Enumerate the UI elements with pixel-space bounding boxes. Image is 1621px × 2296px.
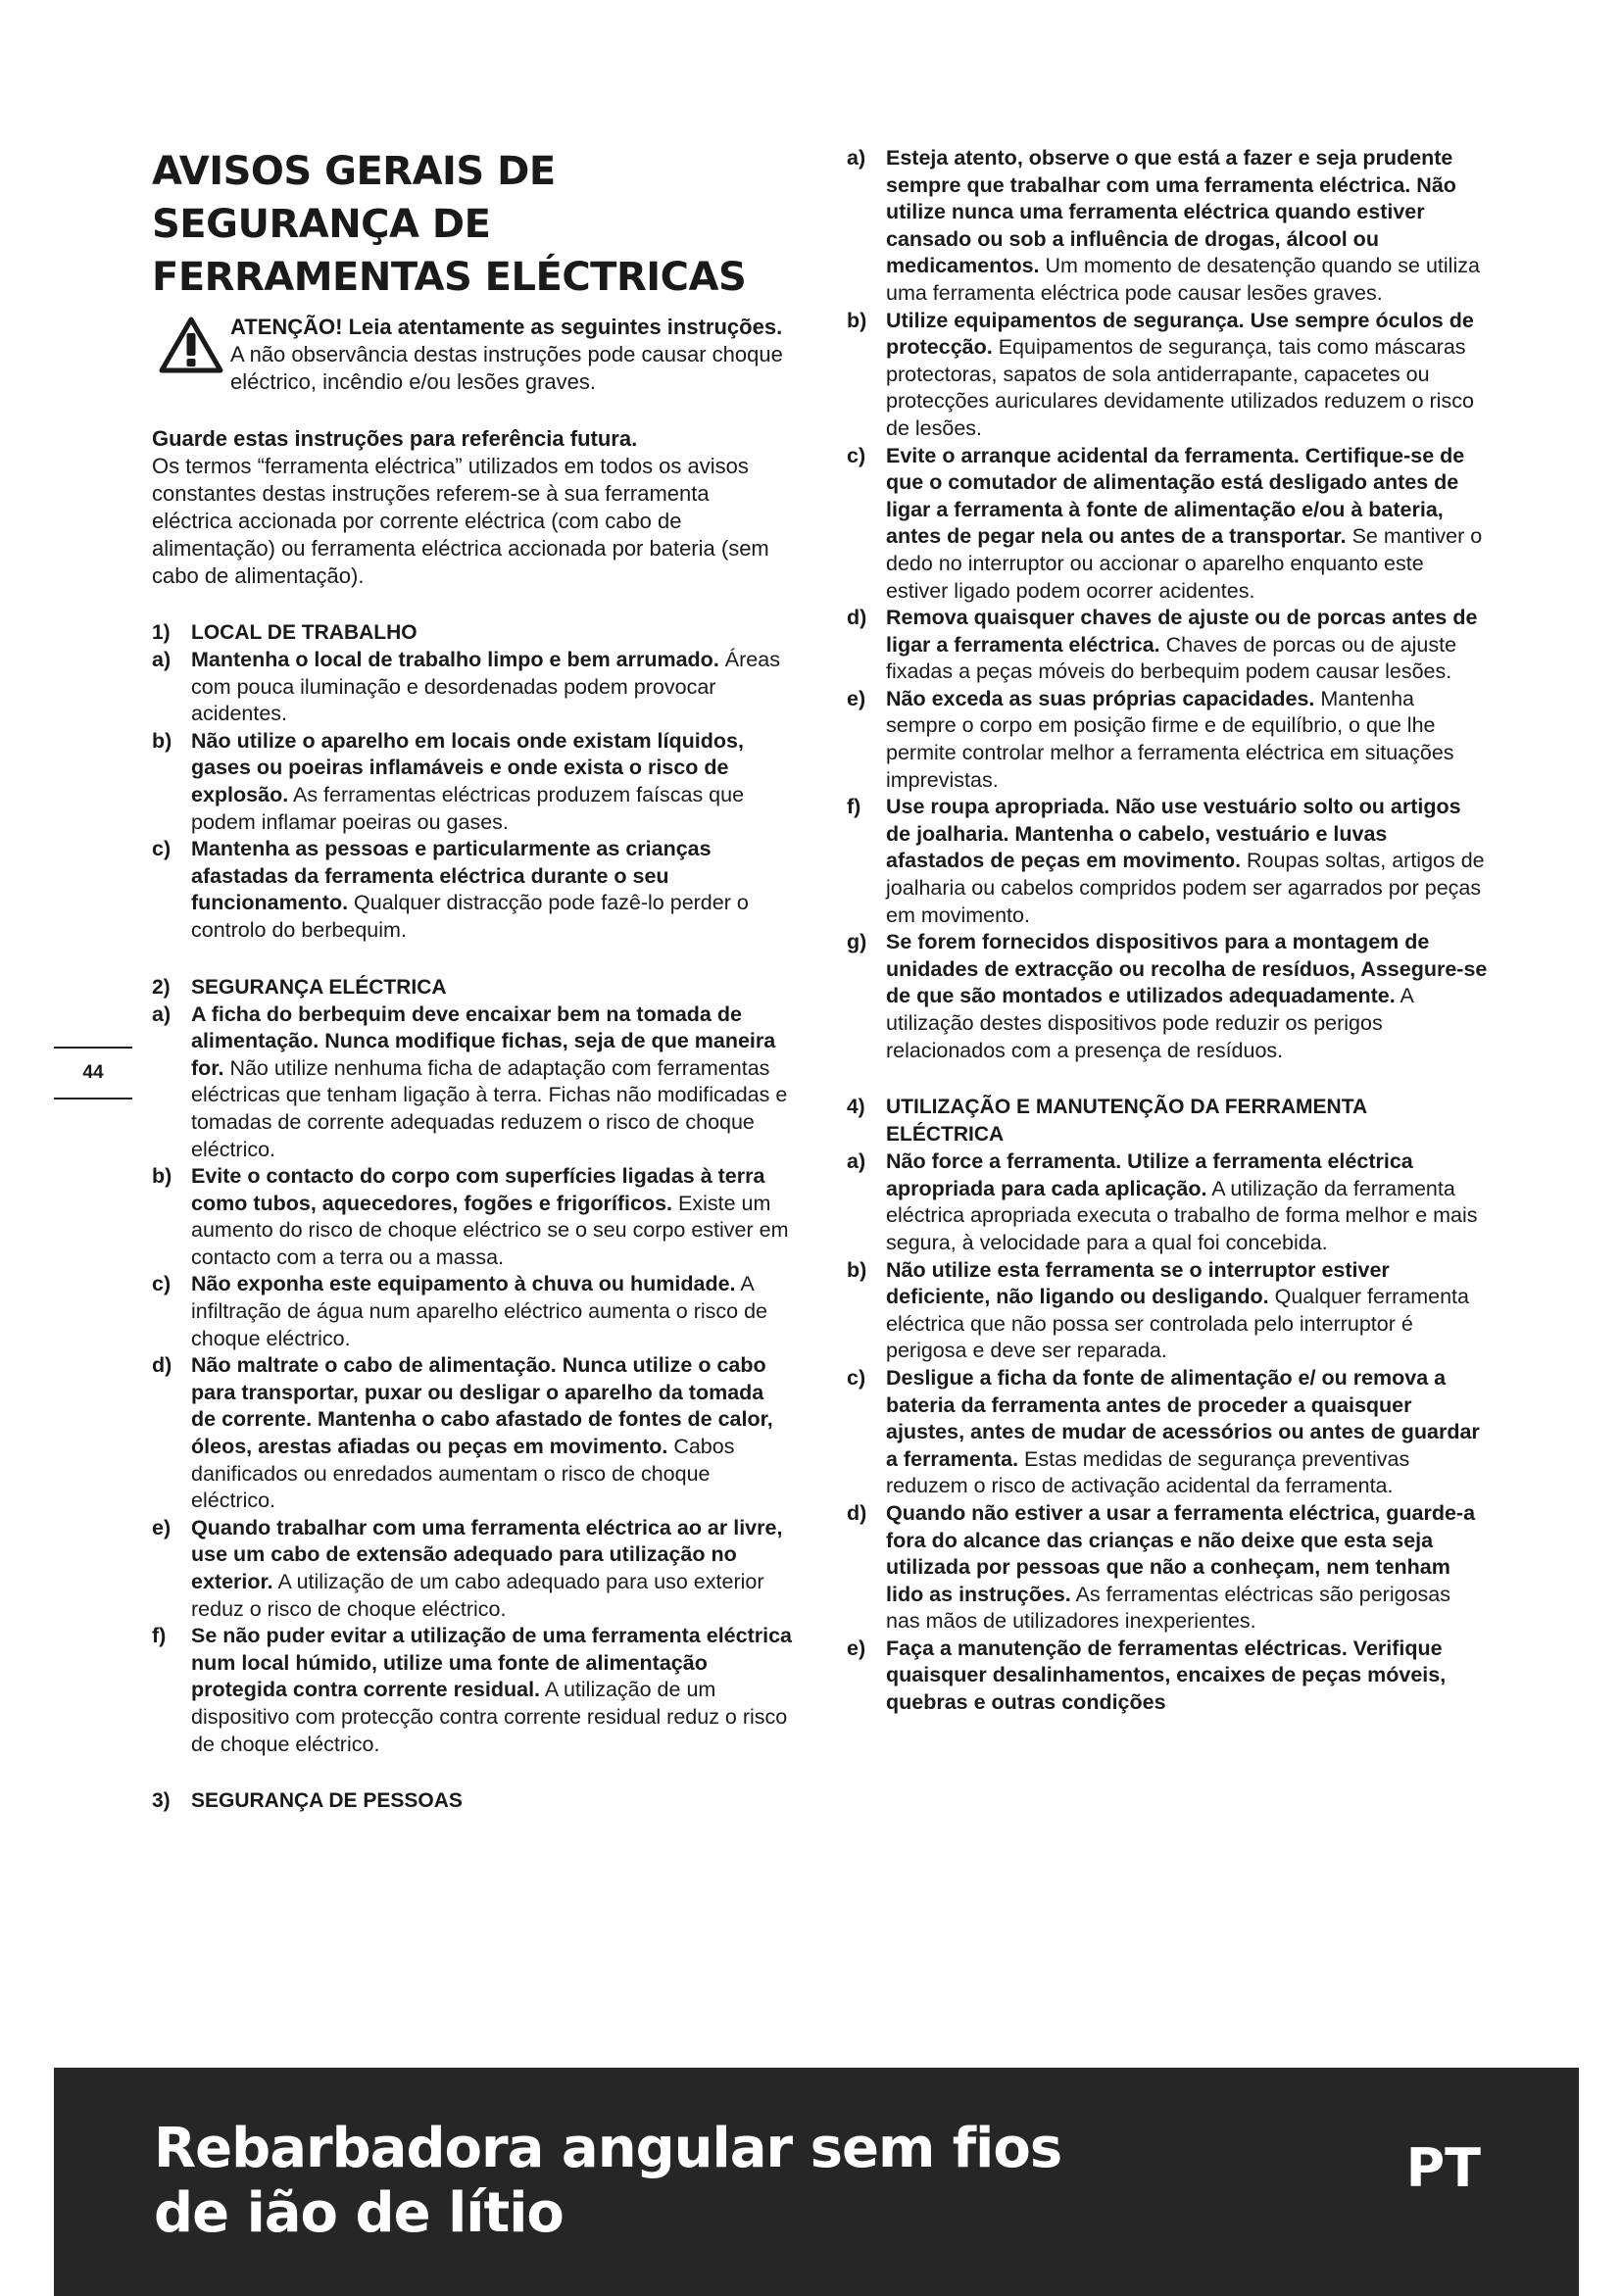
- item-bold: Quando trabalhar com uma ferramenta eléctrica ao ar livre, use um cabo de extensão adequado para utilização no exterior.: [191, 1515, 783, 1593]
- item-body: Qualquer ferramenta eléctrica que não possa ser controlada pelo interruptor é perigosa e deve ser reparada.: [886, 1285, 1469, 1363]
- item-bold: Remova quaisquer chaves de ajuste ou de porcas antes de ligar a ferramenta eléctrica.: [886, 606, 1478, 657]
- item-bold: Mantenha as pessoas e particularmente as crianças afastadas da ferramenta eléctrica durante o seu funcionamento.: [191, 837, 712, 915]
- item-label: b): [847, 1257, 867, 1282]
- product-title-line: Rebarbadora angular sem fios: [154, 2117, 1062, 2180]
- list-item: [152, 647, 794, 728]
- item-bold: Se forem fornecidos dispositivos para a montagem de unidades de extracção ou recolha de resíduos, Assegure-se de que são montados e utilizados adequadamente.: [886, 930, 1488, 1008]
- item-text: [191, 1623, 794, 1758]
- section-number: 2): [152, 975, 171, 999]
- section-title: SEGURANÇA ELÉCTRICA: [191, 975, 447, 999]
- item-text: [886, 929, 1489, 1064]
- item-text: [191, 1163, 794, 1271]
- item-body: Cabos danificados ou enredados aumentam o risco de choque eléctrico.: [191, 1435, 735, 1513]
- item-bold: Mantenha o local de trabalho limpo e bem arrumado.: [191, 648, 719, 671]
- item-body: A utilização destes dispositivos pode reduzir os perigos relacionados com a presença de resíduos.: [886, 984, 1413, 1062]
- list-item: [847, 1257, 1489, 1365]
- item-bold: Evite o contacto do corpo com superfícies ligadas à terra como tubos, aquecedores, fogões e frigoríficos.: [191, 1164, 765, 1215]
- language-code: PT: [1405, 2137, 1481, 2199]
- title-line: FERRAMENTAS ELÉCTRICAS: [152, 255, 747, 300]
- item-label: d): [847, 606, 867, 630]
- list-item: [847, 1148, 1489, 1256]
- item-label: c): [847, 1365, 866, 1390]
- warning-body: A não observância destas instruções pode causar choque eléctrico, incêndio e/ou lesões graves.: [230, 342, 783, 394]
- list-item: [847, 605, 1489, 686]
- item-bold: Não force a ferramenta. Utilize a ferramenta eléctrica apropriada para cada aplicação.: [886, 1149, 1413, 1200]
- item-body: A utilização de um dispositivo com protecção contra corrente residual reduz o risco de choque eléctrico.: [191, 1678, 788, 1756]
- item-label: e): [847, 686, 866, 710]
- title-line: AVISOS GERAIS DE: [152, 149, 556, 194]
- warning-triangle-icon: [158, 316, 224, 374]
- item-body: Se mantiver o dedo no interruptor ou accionar o aparelho enquanto este estiver ligado podem ocorrer acidentes.: [886, 524, 1483, 603]
- item-bold: Desligue a ficha da fonte de alimentação e/ ou remova a bateria da ferramenta antes de proceder a quaisquer ajustes, antes de mudar de acessórios ou antes de guardar a ferramenta.: [886, 1365, 1480, 1471]
- item-label: g): [847, 930, 867, 954]
- item-label: f): [847, 795, 861, 819]
- section-number: 3): [152, 1789, 171, 1813]
- section-title: LOCAL DE TRABALHO: [191, 621, 418, 644]
- list-item: [847, 443, 1489, 606]
- list-item: [847, 145, 1489, 308]
- item-body: Mantenha sempre o corpo em posição firme e de equilíbrio, o que lhe permite controlar melhor a ferramenta eléctrica em situações imprevistas.: [886, 686, 1454, 792]
- item-text: [886, 308, 1489, 443]
- item-label: c): [152, 1272, 172, 1296]
- item-bold: Não exponha este equipamento à chuva ou humidade.: [191, 1272, 736, 1296]
- page-number-marker: [54, 1047, 132, 1099]
- item-label: b): [847, 308, 867, 332]
- item-label: e): [847, 1636, 866, 1660]
- list-item: [152, 1001, 794, 1164]
- item-label: a): [152, 648, 172, 671]
- item-body: As ferramentas eléctricas são perigosas nas mãos de utilizadores inexperientes.: [886, 1582, 1450, 1634]
- item-label: b): [152, 1164, 172, 1189]
- item-bold: Use roupa apropriada. Não use vestuário solto ou artigos de joalharia. Mantenha o cabelo, vestuário e luvas afastados de peças em movimento.: [886, 795, 1461, 873]
- title-line: SEGURANÇA DE: [152, 202, 491, 247]
- list-item: [152, 1515, 794, 1623]
- list-item: [152, 728, 794, 836]
- item-text: [886, 1500, 1489, 1636]
- item-label: a): [847, 146, 866, 170]
- terms-paragraph: Os termos “ferramenta eléctrica” utilizados em todos os avisos constantes destas instruções referem-se à sua ferramenta eléctrica accionada por corrente eléctrica (com cabo de alimentação) ou ferramenta eléctrica accionada por bateria (sem cabo de alimentação).: [152, 454, 769, 588]
- warning-text: [152, 314, 794, 396]
- item-text: [886, 605, 1489, 686]
- item-bold: Esteja atento, observe o que está a fazer e seja prudente sempre que trabalhar com uma ferramenta eléctrica. Não utilize nunca uma ferramenta eléctrica quando estiver cansado ou sob a influência de drogas, álcool ou medicamentos.: [886, 146, 1456, 278]
- item-bold: Utilize equipamentos de segurança. Use sempre óculos de protecção.: [886, 308, 1474, 360]
- section-title: UTILIZAÇÃO E MANUTENÇÃO DA FERRAMENTA ELÉCTRICA: [886, 1096, 1367, 1147]
- item-text: [886, 1636, 1489, 1717]
- list-item: [847, 308, 1489, 443]
- item-label: c): [847, 443, 866, 467]
- item-text: [886, 794, 1489, 929]
- product-title-line: de ião de lítio: [154, 2181, 564, 2245]
- item-text: [886, 1257, 1489, 1365]
- item-text: [191, 836, 794, 944]
- list-item: [152, 1271, 794, 1352]
- list-item: [847, 686, 1489, 794]
- item-body: Estas medidas de segurança preventivas reduzem o risco de activação acidental da ferramenta.: [886, 1446, 1410, 1498]
- list-item: [152, 1623, 794, 1758]
- section-title: SEGURANÇA DE PESSOAS: [191, 1789, 463, 1813]
- product-title: [154, 2117, 1061, 2246]
- section-number: 4): [847, 1096, 865, 1119]
- list-item: [847, 1636, 1489, 1717]
- item-text: [191, 1515, 794, 1623]
- item-body: Existe um aumento do risco de choque eléctrico se o seu corpo estiver em contacto com a terra ou a massa.: [191, 1191, 789, 1269]
- section-heading-personal: [152, 1787, 794, 1815]
- page-title: [152, 145, 794, 304]
- section-number: 1): [152, 621, 171, 644]
- item-text: [886, 1365, 1489, 1500]
- list-item: [152, 1163, 794, 1271]
- item-text: [191, 1001, 794, 1164]
- item-label: f): [152, 1624, 167, 1648]
- item-bold: A ficha do berbequim deve encaixar bem na tomada de alimentação. Nunca modifique fichas, seja de que maneira for.: [191, 1001, 776, 1080]
- item-body: Um momento de desatenção quando se utiliza uma ferramenta eléctrica pode causar lesões graves.: [886, 254, 1480, 305]
- item-body: Não utilize nenhuma ficha de adaptação com ferramentas eléctricas que tenham ligação à terra. Fichas não modificadas e tomadas de corrente adequadas reduzem o risco de choque eléctrico.: [191, 1055, 788, 1161]
- item-text: [191, 647, 794, 728]
- keep-instructions: Guarde estas instruções para referência futura.: [152, 426, 638, 451]
- item-label: d): [152, 1353, 172, 1378]
- right-column: [847, 145, 1489, 1717]
- list-item: [847, 929, 1489, 1064]
- item-label: a): [847, 1149, 866, 1174]
- item-bold: Não utilize o aparelho em locais onde existam líquidos, gases ou poeiras inflamáveis e onde exista o risco de explosão.: [191, 728, 744, 806]
- item-body: Equipamentos de segurança, tais como máscaras protectoras, sapatos de sola antiderrapante, capacetes ou protecções auriculares devidamente utilizados reduzem o risco de lesões.: [886, 335, 1474, 440]
- item-text: [886, 145, 1489, 308]
- section-heading-electrical: [152, 974, 794, 1001]
- item-body: Chaves de porcas ou de ajuste fixadas a peças móveis do berbequim podem causar lesões.: [886, 632, 1457, 684]
- list-item: [847, 1500, 1489, 1636]
- item-body: As ferramentas eléctricas produzem faíscas que podem inflamar poeiras ou gases.: [191, 782, 745, 834]
- item-body: A utilização de um cabo adequado para uso exterior reduz o risco de choque eléctrico.: [191, 1570, 764, 1621]
- list-item: [152, 836, 794, 944]
- item-bold: Não maltrate o cabo de alimentação. Nunca utilize o cabo para transportar, puxar ou desligar o aparelho da tomada de corrente. Mantenha o cabo afastado de fontes de calor, óleos, arestas afiadas ou peças em movimento.: [191, 1353, 773, 1459]
- item-body: Roupas soltas, artigos de joalharia ou cabelos compridos podem ser agarrados por peças em movimento.: [886, 849, 1485, 927]
- item-label: d): [847, 1500, 867, 1525]
- item-bold: Não exceda as suas próprias capacidades.: [886, 686, 1315, 710]
- list-item: [847, 1365, 1489, 1500]
- page-number: 44: [82, 1062, 104, 1083]
- item-body: Áreas com pouca iluminação e desordenadas podem provocar acidentes.: [191, 648, 780, 726]
- item-text: [191, 728, 794, 836]
- section-heading-work-area: [152, 619, 794, 647]
- item-label: e): [152, 1515, 172, 1539]
- item-label: a): [152, 1001, 172, 1026]
- item-label: b): [152, 728, 172, 753]
- item-body: A utilização da ferramenta eléctrica apropriada executa o trabalho de forma melhor e mais segura, à velocidade para a qual foi concebida.: [886, 1176, 1478, 1254]
- warning-bold: ATENÇÃO! Leia atentamente as seguintes instruções.: [230, 315, 783, 339]
- item-bold: Se não puder evitar a utilização de uma ferramenta eléctrica num local húmido, utilize uma fonte de alimentação protegida contra corrente residual.: [191, 1624, 792, 1702]
- list-item: [152, 1352, 794, 1515]
- item-text: [886, 1148, 1489, 1256]
- item-body: Qualquer distracção pode fazê-lo perder o controlo do berbequim.: [191, 891, 749, 942]
- item-bold: Não utilize esta ferramenta se o interruptor estiver deficiente, não ligando ou desligando.: [886, 1257, 1390, 1309]
- item-text: [886, 686, 1489, 794]
- left-column: [152, 145, 794, 1815]
- warning-block: [152, 314, 794, 396]
- list-item: [847, 794, 1489, 929]
- item-text: [886, 443, 1489, 606]
- item-bold: Faça a manutenção de ferramentas eléctricas. Verifique quaisquer desalinhamentos, encaixes de peças móveis, quebras e outras condições: [886, 1636, 1447, 1715]
- item-text: [191, 1271, 794, 1352]
- divider: [54, 1098, 132, 1099]
- item-bold: Quando não estiver a usar a ferramenta eléctrica, guarde-a fora do alcance das crianças e não deixe que esta seja utilizada por pessoas que não a conheçam, nem tenham lido as instruções.: [886, 1500, 1476, 1606]
- section-heading-use-care: [847, 1094, 1489, 1148]
- item-body: A infiltração de água num aparelho eléctrico aumenta o risco de choque eléctrico.: [191, 1272, 768, 1350]
- item-label: c): [152, 837, 172, 861]
- footer-banner: [54, 2068, 1579, 2296]
- item-text: [191, 1352, 794, 1515]
- item-bold: Evite o arranque acidental da ferramenta. Certifique-se de que o comutador de alimentação está desligado antes de ligar a ferramenta à fonte de alimentação e/ou à bateria, antes de pegar nela ou antes de a transportar.: [886, 443, 1465, 549]
